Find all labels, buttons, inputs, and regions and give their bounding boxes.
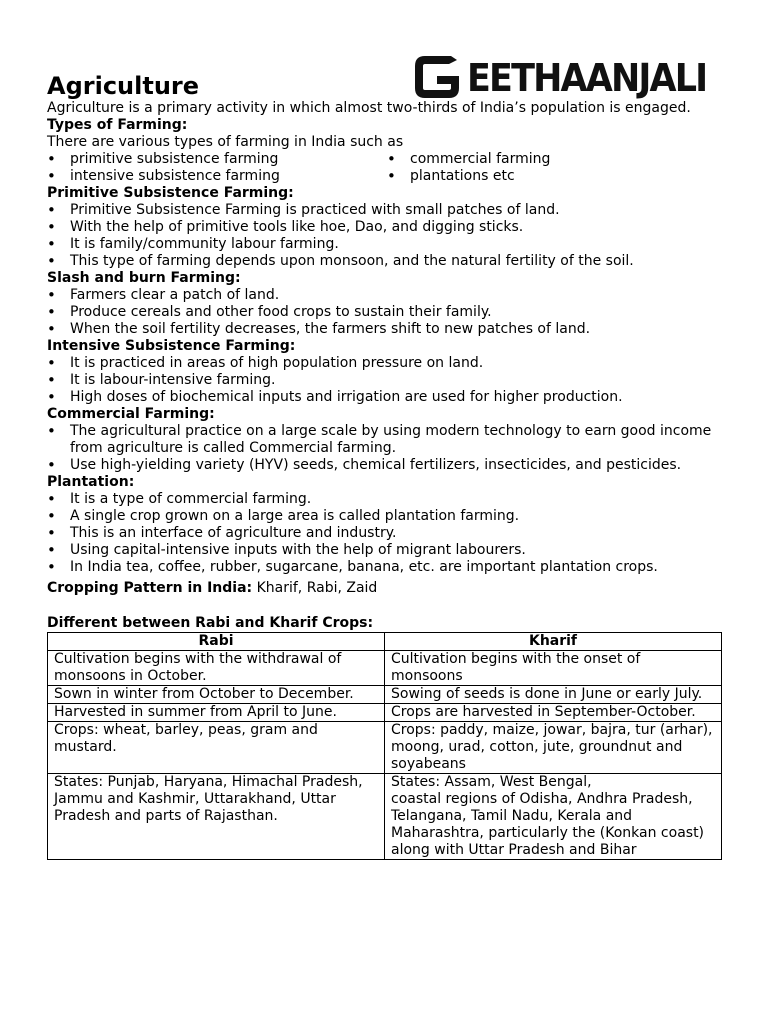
list-item: • It is a type of commercial farming. xyxy=(47,491,727,508)
rabi-cell: States: Punjab, Haryana, Himachal Pradesh, Jammu and Kashmir, Uttarakhand, Uttar Pradesh and parts of Rajasthan. xyxy=(48,774,385,860)
table-caption: Different between Rabi and Kharif Crops: xyxy=(47,615,374,631)
kharif-cell: Crops: paddy, maize, jowar, bajra, tur (arhar), moong, urad, cotton, jute, groundnut and soyabeans xyxy=(385,722,722,774)
table-row xyxy=(48,651,722,686)
primitive-list xyxy=(47,202,727,270)
list-item: • Produce cereals and other food crops to sustain their family. xyxy=(47,304,727,321)
plantation-list xyxy=(47,491,727,576)
list-item: • The agricultural practice on a large scale by using modern technology to earn good income from agriculture is called Commercial farming. xyxy=(47,423,727,457)
logo-wordmark: EETHAANJALI xyxy=(467,56,707,100)
rabi-cell: Sown in winter from October to December. xyxy=(48,686,385,704)
table-body xyxy=(48,651,722,860)
intensive-list xyxy=(47,355,727,406)
list-item: • High doses of biochemical inputs and irrigation are used for higher production. xyxy=(47,389,727,406)
kharif-cell: Sowing of seeds is done in June or early July. xyxy=(385,686,722,704)
types-lead: There are various types of farming in India such as xyxy=(47,134,404,150)
types-heading: Types of Farming: xyxy=(47,117,188,133)
list-item: • Using capital-intensive inputs with the help of migrant labourers. xyxy=(47,542,727,559)
table-row xyxy=(48,686,722,704)
table-header-row xyxy=(48,633,722,651)
types-col-1 xyxy=(47,151,387,185)
list-item: • This type of farming depends upon monsoon, and the natural fertility of the soil. xyxy=(47,253,727,270)
main-content xyxy=(47,72,727,860)
plantation-heading: Plantation: xyxy=(47,474,135,490)
intro-text: Agriculture is a primary activity in which almost two-thirds of India’s population is engaged. xyxy=(47,100,691,116)
list-item: • Primitive Subsistence Farming is practiced with small patches of land. xyxy=(47,202,727,219)
cropping-label: Cropping Pattern in India: xyxy=(47,580,253,596)
list-item: • In India tea, coffee, rubber, sugarcane, banana, etc. are important plantation crops. xyxy=(47,559,727,576)
slash-list xyxy=(47,287,727,338)
rabi-cell: Cultivation begins with the withdrawal of monsoons in October. xyxy=(48,651,385,686)
table-row xyxy=(48,704,722,722)
list-item: • plantations etc xyxy=(387,168,727,185)
list-item: • commercial farming xyxy=(387,151,727,168)
rabi-cell: Crops: wheat, barley, peas, gram and mustard. xyxy=(48,722,385,774)
list-item: • It is practiced in areas of high population pressure on land. xyxy=(47,355,727,372)
list-item: • Farmers clear a patch of land. xyxy=(47,287,727,304)
crops-comparison-table xyxy=(47,632,722,860)
types-col-2 xyxy=(387,151,727,185)
slash-heading: Slash and burn Farming: xyxy=(47,270,241,286)
list-item: • It is labour-intensive farming. xyxy=(47,372,727,389)
kharif-cell: Crops are harvested in September-October. xyxy=(385,704,722,722)
list-item: • A single crop grown on a large area is called plantation farming. xyxy=(47,508,727,525)
column-header-rabi: Rabi xyxy=(48,633,385,651)
list-item: • When the soil fertility decreases, the farmers shift to new patches of land. xyxy=(47,321,727,338)
table-row xyxy=(48,774,722,860)
intensive-heading: Intensive Subsistence Farming: xyxy=(47,338,296,354)
list-item: • It is family/community labour farming. xyxy=(47,236,727,253)
column-header-kharif: Kharif xyxy=(385,633,722,651)
kharif-cell: States: Assam, West Bengal, coastal regions of Odisha, Andhra Pradesh, Telangana, Tamil Nadu, Kerala and Maharashtra, particularly the (Konkan coast) along with Uttar Pradesh and Bihar xyxy=(385,774,722,860)
types-list xyxy=(47,151,727,185)
list-item: • With the help of primitive tools like hoe, Dao, and digging sticks. xyxy=(47,219,727,236)
commercial-list xyxy=(47,423,727,474)
table-row xyxy=(48,722,722,774)
list-item: • This is an interface of agriculture and industry. xyxy=(47,525,727,542)
list-item: • primitive subsistence farming xyxy=(47,151,387,168)
list-item: • Use high-yielding variety (HYV) seeds, chemical fertilizers, insecticides, and pesticides. xyxy=(47,457,727,474)
page-title: Agriculture xyxy=(47,72,200,100)
kharif-cell: Cultivation begins with the onset of monsoons xyxy=(385,651,722,686)
primitive-heading: Primitive Subsistence Farming: xyxy=(47,185,294,201)
cropping-value: Kharif, Rabi, Zaid xyxy=(256,580,378,596)
rabi-cell: Harvested in summer from April to June. xyxy=(48,704,385,722)
cropping-pattern xyxy=(47,580,727,597)
list-item: • intensive subsistence farming xyxy=(47,168,387,185)
commercial-heading: Commercial Farming: xyxy=(47,406,215,422)
